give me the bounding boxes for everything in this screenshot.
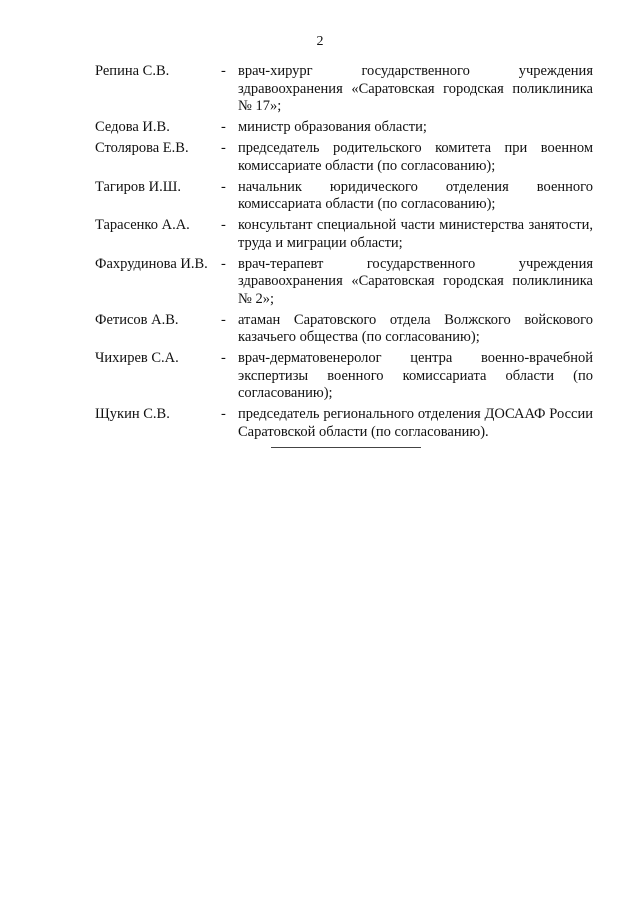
member-list <box>95 63 593 445</box>
closing-divider <box>271 447 421 448</box>
member-name: Чихирев С.А. <box>95 350 179 366</box>
member-name: Фахрудинова И.В. <box>95 255 208 272</box>
member-dash: - <box>221 63 226 79</box>
member-row <box>95 63 593 116</box>
member-dash: - <box>221 255 226 272</box>
member-row <box>95 256 593 309</box>
member-row <box>95 406 593 441</box>
member-dash: - <box>221 119 226 135</box>
member-row <box>95 119 593 137</box>
member-name: Щукин С.В. <box>95 406 170 422</box>
member-position: врач-хирург государственного учреждения здравоохранения «Саратовская городская поликлиника № 17»; <box>238 63 593 114</box>
member-position: врач-дерматовенеролог центра военно-врачебной экспертизы военного комиссариата области (по согласованию); <box>238 350 593 401</box>
page-number: 2 <box>316 34 324 49</box>
member-position: консультант специальной части министерства занятости, труда и миграции области; <box>238 217 593 251</box>
member-position: председатель регионального отделения ДОСААФ России Саратовской области (по согласованию). <box>238 406 593 440</box>
member-row <box>95 179 593 214</box>
member-position: председатель родительского комитета при военном комиссариате области (по согласованию); <box>238 140 593 174</box>
member-position: начальник юридического отделения военного комиссариата области (по согласованию); <box>238 178 593 212</box>
member-row <box>95 140 593 175</box>
member-name: Столярова Е.В. <box>95 140 189 156</box>
member-name: Седова И.В. <box>95 119 170 135</box>
member-dash: - <box>221 217 226 233</box>
member-dash: - <box>221 406 226 422</box>
member-dash: - <box>221 178 226 195</box>
member-position: атаман Саратовского отдела Волжского войскового казачьего общества (по согласованию); <box>238 311 593 345</box>
member-position: врач-терапевт государственного учреждения здравоохранения «Саратовская городская поликлиника № 2»; <box>238 255 593 307</box>
member-dash: - <box>221 140 226 156</box>
member-name: Тагиров И.Ш. <box>95 178 181 195</box>
member-name: Тарасенко А.А. <box>95 217 190 233</box>
member-position: министр образования области; <box>238 119 427 135</box>
member-dash: - <box>221 311 226 328</box>
member-dash: - <box>221 350 226 366</box>
member-row <box>95 217 593 252</box>
member-row <box>95 350 593 403</box>
member-row <box>95 312 593 347</box>
member-name: Репина С.В. <box>95 63 170 79</box>
member-name: Фетисов А.В. <box>95 311 179 328</box>
